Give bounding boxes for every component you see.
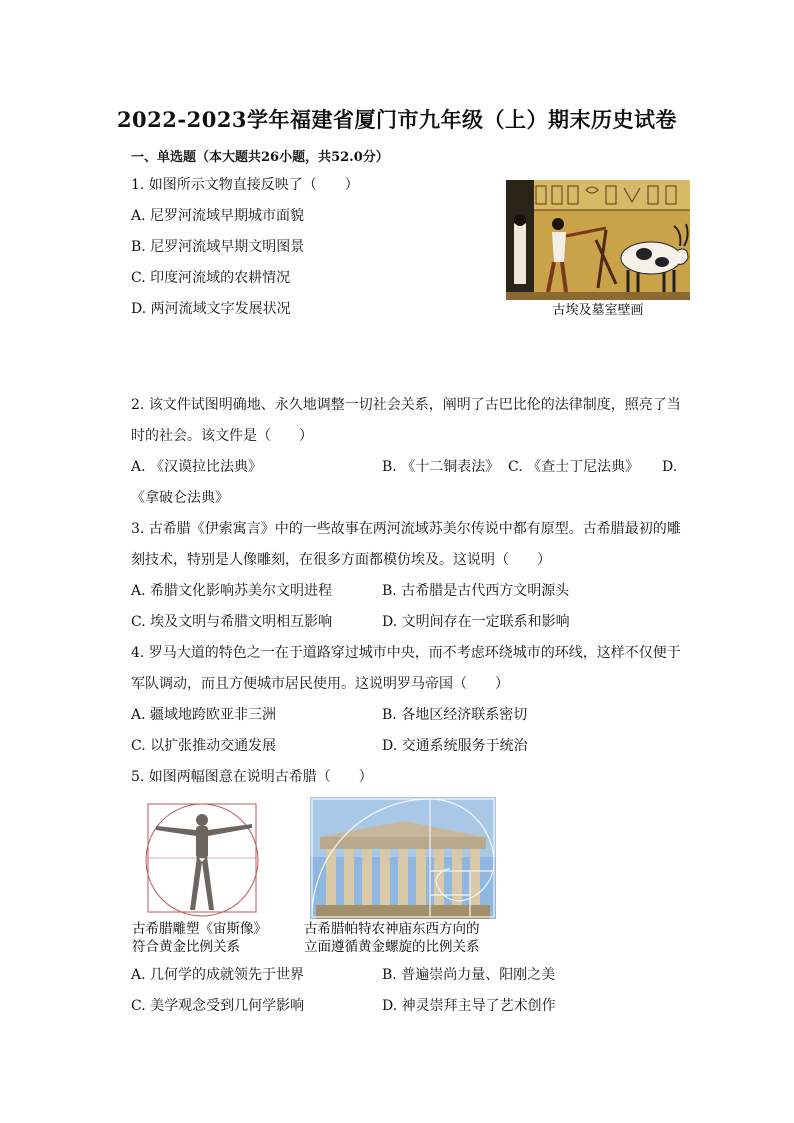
question-1-option-a: A. 尼罗河流域早期城市面貌 xyxy=(131,208,305,224)
question-5-option-a: A. 几何学的成就领先于世界 xyxy=(131,967,305,983)
question-2-option-b: B. 《十二铜表法》 xyxy=(382,459,500,475)
question-4-option-a: A. 疆域地跨欧亚非三洲 xyxy=(131,707,277,723)
question-5-stem: 5. 如图两幅图意在说明古希腊（ ） xyxy=(131,769,373,785)
question-1-stem: 1. 如图所示文物直接反映了（ ） xyxy=(131,177,359,193)
parthenon-image xyxy=(310,797,496,919)
question-4-stem-line1: 4. 罗马大道的特色之一在于道路穿过城市中央，而不考虑环绕城市的环线，这样不仅便于 xyxy=(131,645,681,661)
zeus-caption-line1: 古希腊雕塑《宙斯像》 xyxy=(132,921,267,937)
figure-1-caption: 古埃及墓室壁画 xyxy=(552,303,644,318)
question-1-option-b: B. 尼罗河流域早期文明图景 xyxy=(131,239,305,255)
question-2-option-a: A. 《汉谟拉比法典》 xyxy=(131,459,263,475)
question-2-option-d: 《拿破仑法典》 xyxy=(131,490,229,506)
page-title: 2022-2023学年福建省厦门市九年级（上）期末历史试卷 xyxy=(116,107,678,132)
question-5-option-d: D. 神灵崇拜主导了艺术创作 xyxy=(382,998,556,1014)
question-4-option-b: B. 各地区经济联系密切 xyxy=(382,707,528,723)
question-5-option-b: B. 普遍崇尚力量、阳刚之美 xyxy=(382,967,556,983)
question-3-option-a: A. 希腊文化影响苏美尔文明进程 xyxy=(131,583,333,599)
question-2-stem-line1: 2. 该文件试图明确地、永久地调整一切社会关系，阐明了古巴比伦的法律制度，照亮了当 xyxy=(131,397,681,413)
section-heading: 一、单选题（本大题共26小题，共52.0分） xyxy=(131,150,389,165)
question-5-option-c: C. 美学观念受到几何学影响 xyxy=(131,998,305,1014)
question-3-stem-line1: 3. 古希腊《伊索寓言》中的一些故事在两河流域苏美尔传说中都有原型。古希腊最初的雕 xyxy=(131,521,681,537)
zeus-caption-line2: 符合黄金比例关系 xyxy=(132,939,240,955)
parthenon-caption-line1: 古希腊帕特农神庙东西方向的 xyxy=(304,921,480,937)
question-4-option-c: C. 以扩张推动交通发展 xyxy=(131,738,277,754)
question-3-option-d: D. 文明间存在一定联系和影响 xyxy=(382,614,570,630)
question-3-stem-line2: 刻技术，特别是人像雕刻，在很多方面都模仿埃及。这说明（ ） xyxy=(131,552,551,568)
question-4-option-d: D. 交通系统服务于统治 xyxy=(382,738,528,754)
question-3-option-b: B. 古希腊是古代西方文明源头 xyxy=(382,583,570,599)
question-2-stem-line2: 时的社会。该文件是（ ） xyxy=(131,428,313,444)
question-1-option-c: C. 印度河流域的农耕情况 xyxy=(131,270,291,286)
zeus-statue-image xyxy=(140,798,264,918)
question-4-stem-line2: 军队调动，而且方便城市居民使用。这说明罗马帝国（ ） xyxy=(131,676,509,692)
question-2-option-d-label: D. xyxy=(662,459,678,475)
question-1-option-d: D. 两河流域文字发展状况 xyxy=(131,301,291,317)
egyptian-mural-image xyxy=(506,180,690,300)
question-2-option-c: C. 《查士丁尼法典》 xyxy=(508,459,640,475)
question-3-option-c: C. 埃及文明与希腊文明相互影响 xyxy=(131,614,333,630)
parthenon-caption-line2: 立面遵循黄金螺旋的比例关系 xyxy=(304,939,480,955)
